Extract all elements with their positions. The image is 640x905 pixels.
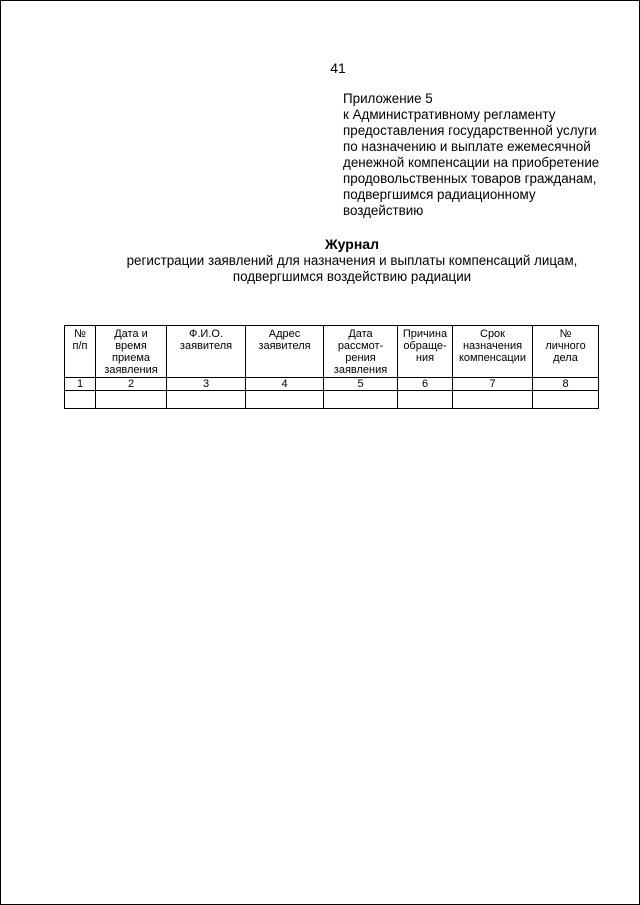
- header-cell-compensation-term: Срок назначения компенсации: [453, 326, 533, 378]
- journal-title: Журнал: [325, 236, 379, 252]
- column-number-cell: 7: [453, 378, 533, 391]
- appendix-line: предоставления государственной услуги: [343, 123, 597, 138]
- column-number-cell: 5: [324, 378, 398, 391]
- appendix-line: денежной компенсации на приобретение: [343, 155, 600, 170]
- appendix-line: Приложение 5: [343, 91, 433, 106]
- appendix-header: [343, 91, 613, 219]
- column-number-cell: 1: [65, 378, 96, 391]
- header-cell-applicant-address: Адрес заявителя: [246, 326, 324, 378]
- table-cell: [65, 391, 96, 409]
- header-cell-review-date: Дата рассмот- рения заявления: [324, 326, 398, 378]
- table-cell: [453, 391, 533, 409]
- header-cell-number: № п/п: [65, 326, 96, 378]
- column-number-cell: 8: [533, 378, 599, 391]
- appendix-line: воздействию: [343, 203, 424, 218]
- page-number: 41: [330, 60, 346, 76]
- appendix-line: продовольственных товаров гражданам,: [343, 171, 597, 186]
- journal-subtitle-line-2: подвергшимся воздействию радиации: [232, 269, 472, 284]
- column-number-cell: 3: [167, 378, 246, 391]
- table-cell: [533, 391, 599, 409]
- appendix-line: к Административному регламенту: [343, 107, 556, 122]
- table-cell: [167, 391, 246, 409]
- journal-heading: [60, 236, 640, 285]
- column-number-cell: 6: [398, 378, 453, 391]
- appendix-line: по назначению и выплате ежемесячной: [343, 139, 591, 154]
- journal-subtitle-line-1: регистрации заявлений для назначения и выплаты компенсаций лицам,: [126, 253, 578, 268]
- table-cell: [246, 391, 324, 409]
- header-cell-applicant-name: Ф.И.О. заявителя: [167, 326, 246, 378]
- column-number-row: [65, 378, 599, 391]
- header-cell-date-received: Дата и время приема заявления: [96, 326, 167, 378]
- header-cell-case-number: № личного дела: [533, 326, 599, 378]
- column-number-cell: 4: [246, 378, 324, 391]
- appendix-line: подвергшимся радиационному: [343, 187, 536, 202]
- header-cell-reason: Причина обраще- ния: [398, 326, 453, 378]
- column-number-cell: 2: [96, 378, 167, 391]
- table-header-row: [65, 326, 599, 378]
- register-table: [64, 325, 599, 409]
- table-row: [65, 391, 599, 409]
- table-cell: [324, 391, 398, 409]
- table-cell: [398, 391, 453, 409]
- table-cell: [96, 391, 167, 409]
